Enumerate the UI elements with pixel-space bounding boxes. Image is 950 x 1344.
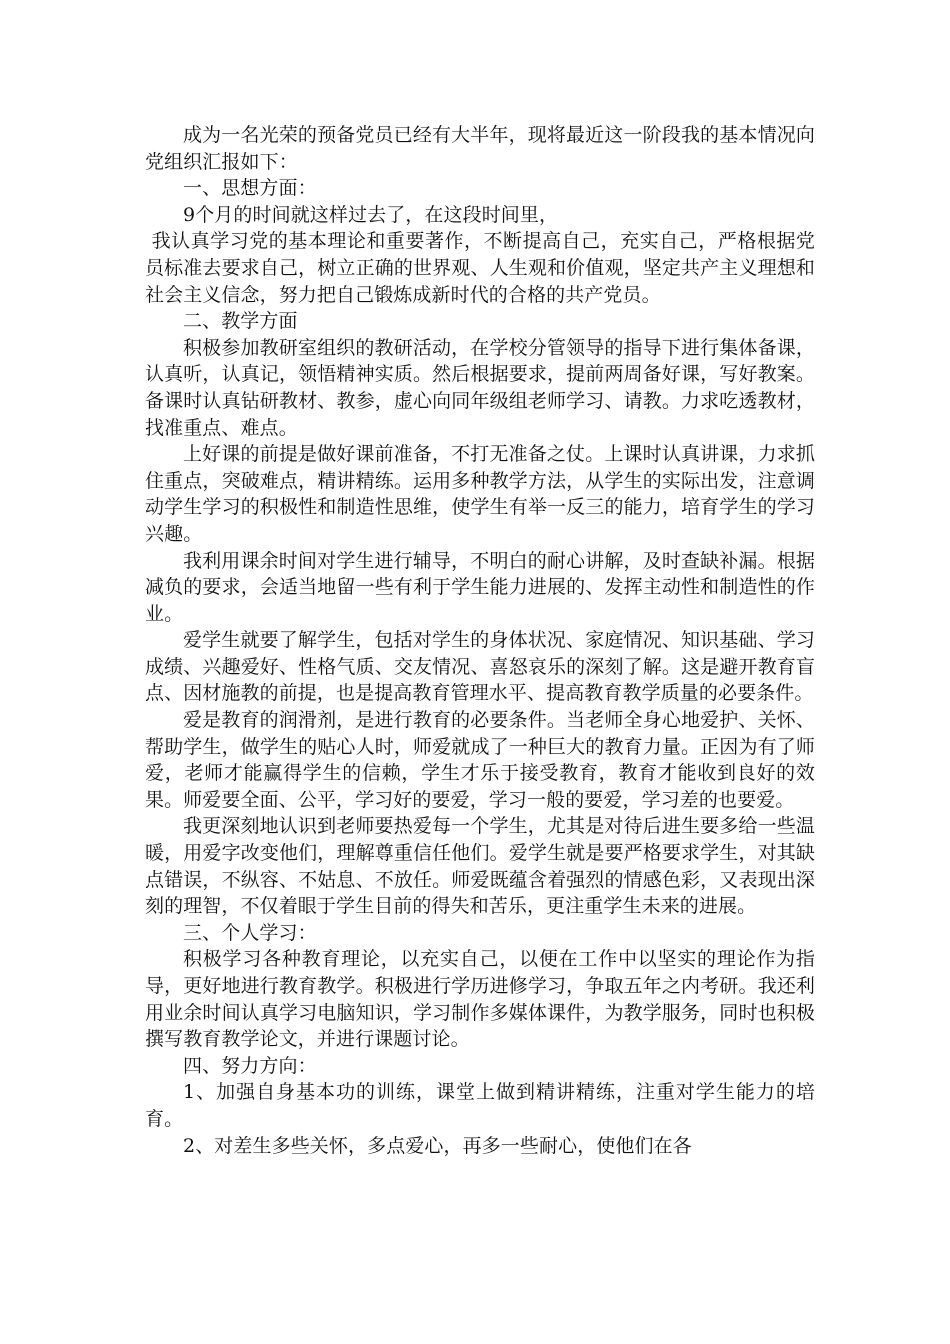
document-body bbox=[145, 122, 815, 1159]
heading-thought: 一、思想方面： bbox=[183, 177, 317, 200]
paragraph-direction-2: 2、对差生多些关怀，多点爱心，再多一些耐心，使他们在各 bbox=[183, 1134, 692, 1157]
heading-study: 三、个人学习： bbox=[183, 921, 317, 944]
paragraph-teaching-1: 积极参加教研室组织的教研活动，在学校分管领导的指导下进行集体备课，认真听，认真记，领悟精神实质。然后根据要求，提前两周备好课，写好教案。备课时认真钻研教材、教参，虚心向同年级组老师学习、请教。力求吃透教材，找准重点、难点。 bbox=[145, 336, 815, 439]
paragraph-teaching-3: 我利用课余时间对学生进行辅导，不明白的耐心讲解，及时查缺补漏。根据减负的要求，会适当地留一些有利于学生能力进展的、发挥主动性和制造性的作业。 bbox=[145, 549, 815, 625]
paragraph-thought-1: 9个月的时间就这样过去了，在这段时间里， bbox=[183, 203, 559, 226]
heading-teaching: 二、教学方面 bbox=[183, 310, 298, 333]
paragraph-teaching-5: 爱是教育的润滑剂，是进行教育的必要条件。当老师全身心地爱护、关怀、帮助学生，做学生的贴心人时，师爱就成了一种巨大的教育力量。正因为有了师爱，老师才能赢得学生的信赖，学生才乐于接受教育，教育才能收到良好的效果。师爱要全面、公平，学习好的要爱，学习一般的要爱，学习差的也要爱。 bbox=[145, 709, 815, 811]
paragraph-study: 积极学习各种教育理论，以充实自己，以便在工作中以坚实的理论作为指导，更好地进行教育教学。积极进行学历进修学习，争取五年之内考研。我还利用业余时间认真学习电脑知识，学习制作多媒体课件，为教学服务，同时也积极撰写教育教学论文，并进行课题讨论。 bbox=[145, 948, 815, 1051]
paragraph-teaching-2: 上好课的前提是做好课前准备，不打无准备之仗。上课时认真讲课，力求抓住重点，突破难点，精讲精练。运用多种教学方法，从学生的实际出发，注意调动学生学习的积极性和制造性思维，使学生有举一反三的能力，培育学生的学习兴趣。 bbox=[145, 443, 815, 545]
heading-direction: 四、努力方向： bbox=[183, 1054, 317, 1077]
paragraph-teaching-4: 爱学生就要了解学生，包括对学生的身体状况、家庭情况、知识基础、学习成绩、兴趣爱好、性格气质、交友情况、喜怒哀乐的深刻了解。这是避开教育盲点、因材施教的前提，也是提高教育管理水平、提高教育教学质量的必要条件。 bbox=[145, 629, 815, 705]
paragraph-thought-2: 我认真学习党的基本理论和重要著作，不断提高自己，充实自己，严格根据党员标准去要求自己，树立正确的世界观、人生观和价值观，坚定共产主义理想和社会主义信念，努力把自己锻炼成新时代的合格的共产党员。 bbox=[145, 230, 815, 306]
paragraph-direction-1: 1、加强自身基本功的训练，课堂上做到精讲精练，注重对学生能力的培育。 bbox=[145, 1081, 815, 1130]
paragraph-intro: 成为一名光荣的预备党员已经有大半年，现将最近这一阶段我的基本情况向党组织汇报如下： bbox=[145, 124, 815, 173]
paragraph-teaching-6: 我更深刻地认识到老师要热爱每一个学生，尤其是对待后进生要多给一些温暖，用爱字改变他们，理解尊重信任他们。爱学生就是要严格要求学生，对其缺点错误，不纵容、不姑息、不放任。师爱既蕴含着强烈的情感色彩，又表现出深刻的理智，不仅着眼于学生目前的得失和苦乐，更注重学生未来的进展。 bbox=[145, 815, 815, 918]
